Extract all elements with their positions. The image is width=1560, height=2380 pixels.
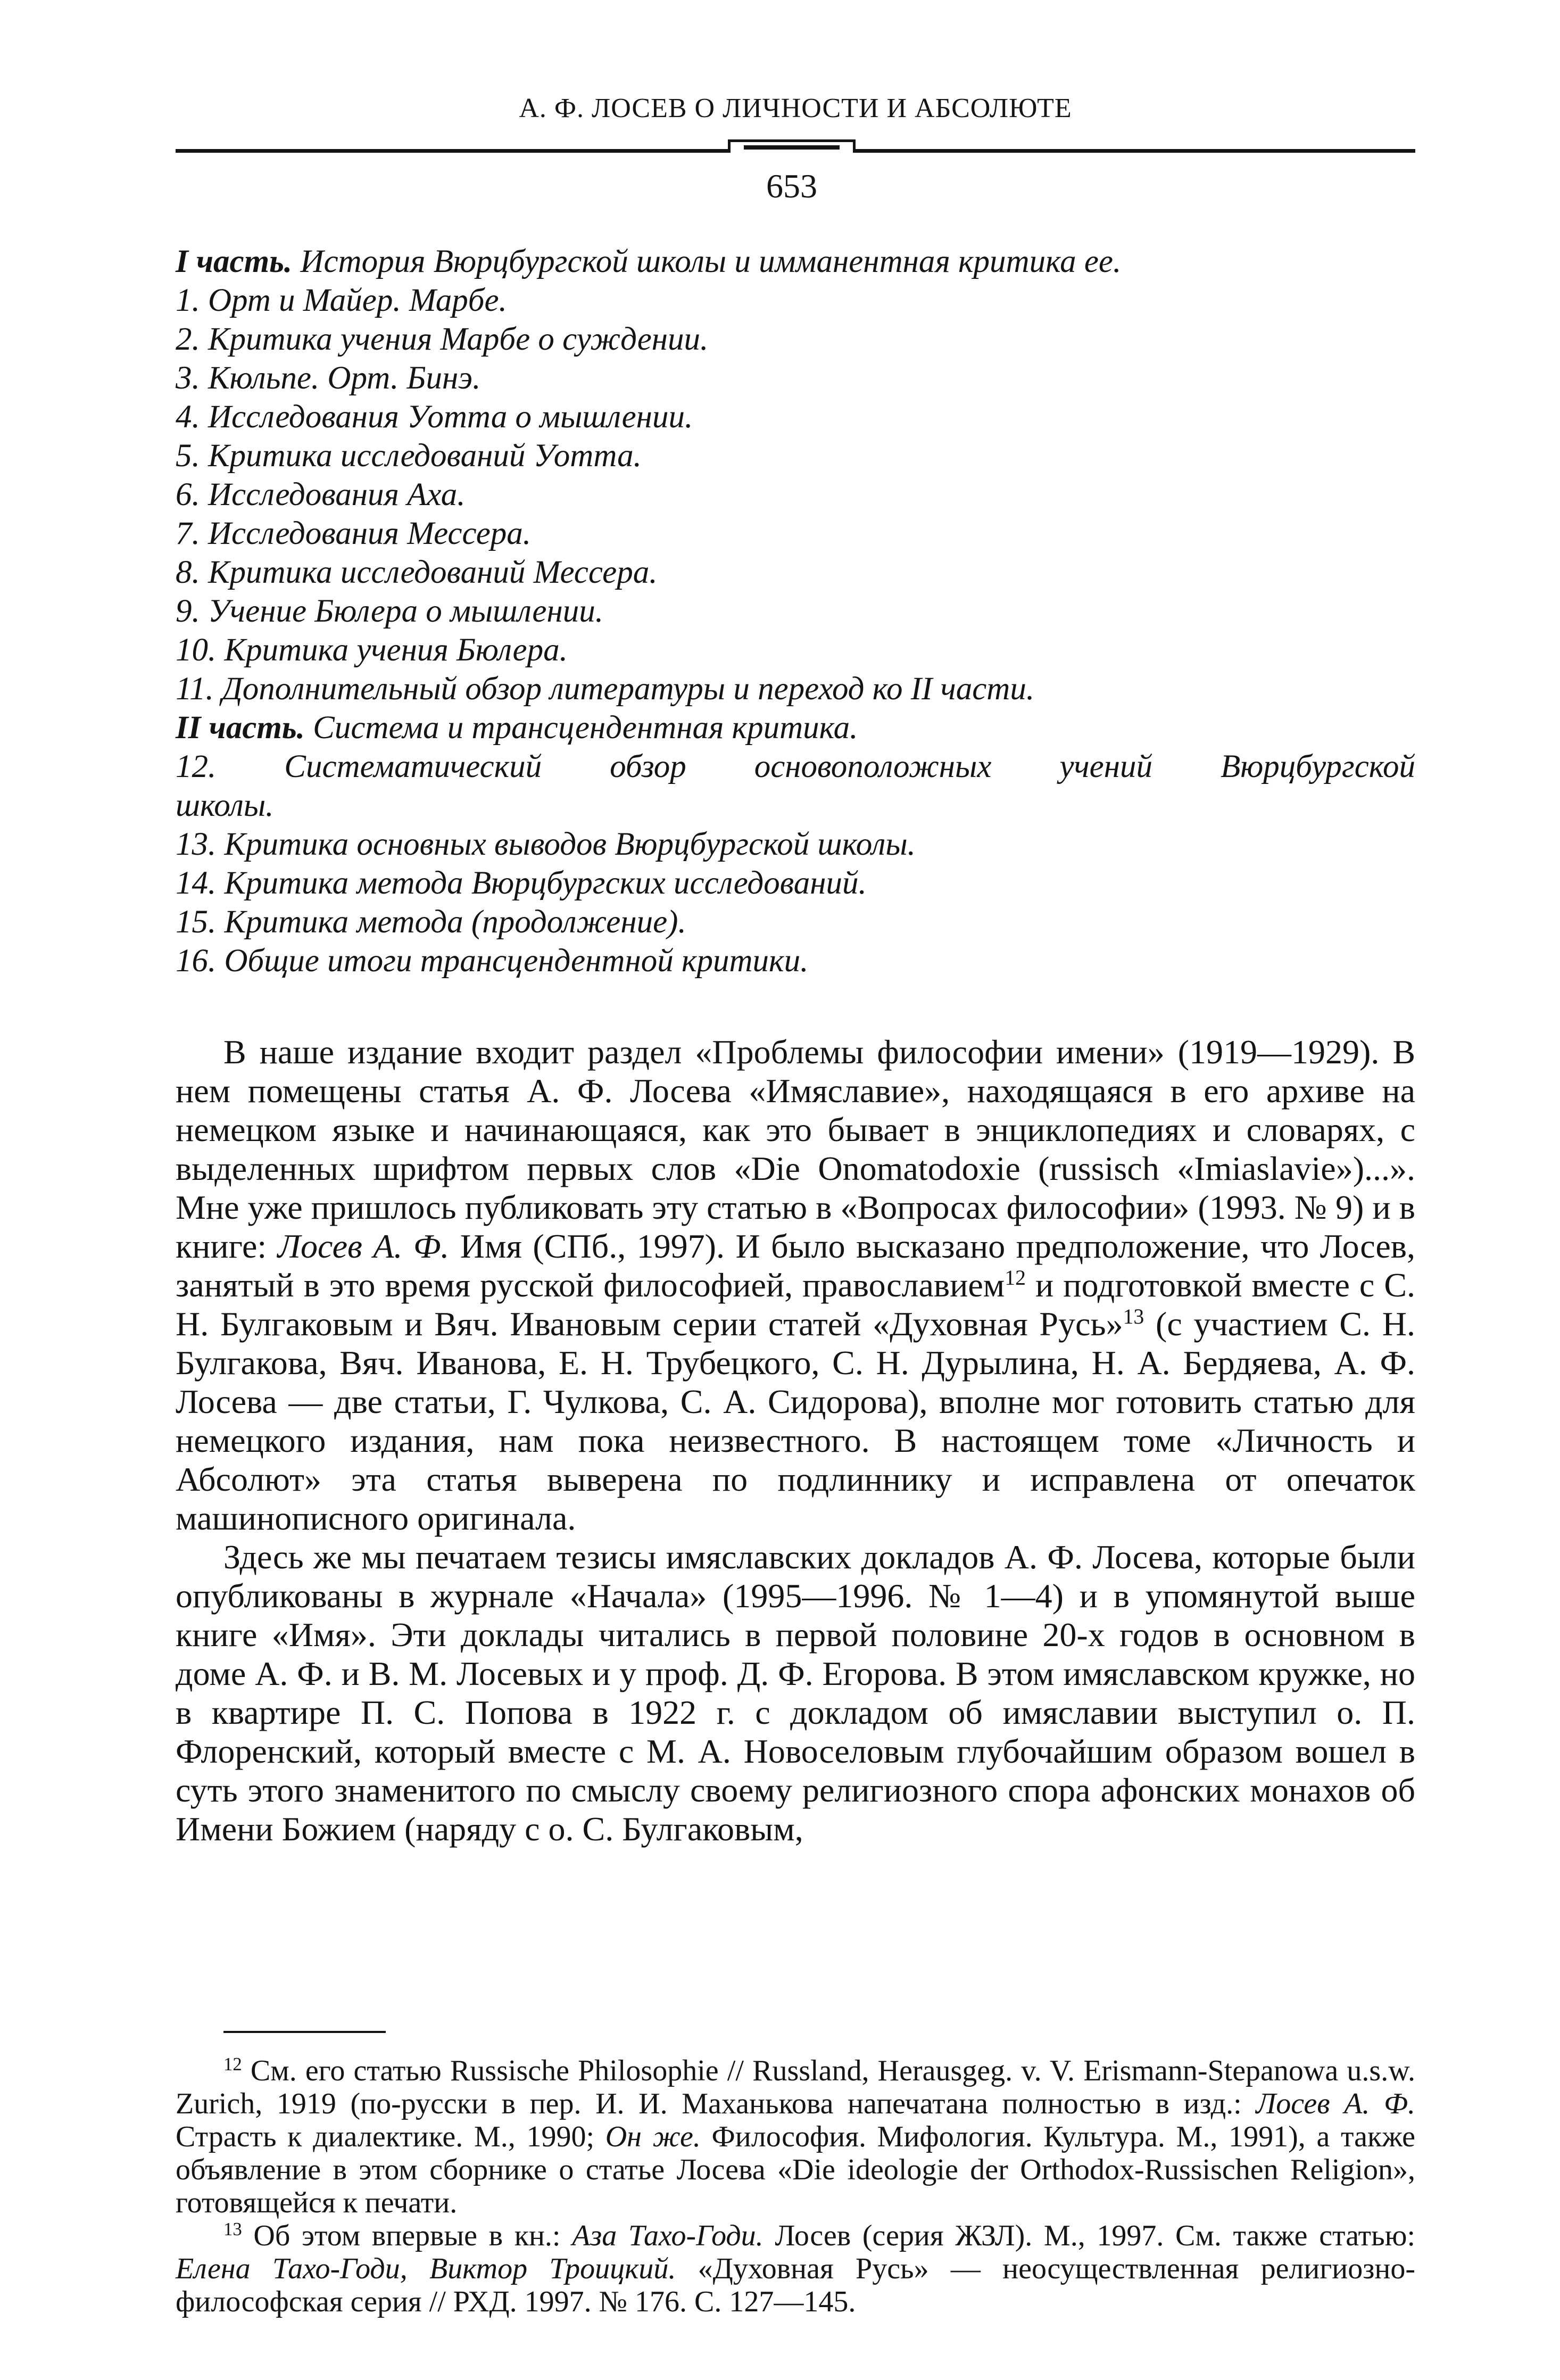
toc-part-2 [176,708,1415,747]
footnote-12: $^{12}$ См. его статью Russische Philosophie // Russland, Herausgeg. v. V. Erismann-Stepanowa u.s.w. Zurich, 1919 (по-русски в пер. И. И. Маханькова напечатана полностью в изд.: Лосев А. Ф. Страсть к диалектике. М., 1990; Он же. Философия. Мифология. Культура. М., 1991), а также объявление в этом сборнике о статье Лосева «Die ideologie der Orthodox-Russischen Religion», готовящейся к печати. [176,2053,1416,2219]
footnotes [176,2054,1415,2318]
footnote-rule [223,2031,386,2033]
toc-part-2-label: II часть. [176,710,305,746]
toc-item: 1. Орт и Майер. Марбе. [176,283,507,318]
footnote-number: 12 [223,2053,242,2075]
author-name: Лосев А. Ф. [277,1227,450,1265]
footnote-13: $^{13}$ Об этом впервые в кн.: Аза Тахо-Годи. Лосев (серия ЖЗЛ). М., 1997. См. также статью: Елена Тахо-Годи, Виктор Троицкий. «Духовная Русь» — неосуществленная религиозно-философская серия // РХД. 1997. № 176. С. 127—145. [176,2218,1416,2318]
toc-item-continuation: школы. [176,788,274,823]
toc-item: 9. Учение Бюлера о мышлении. [176,593,603,629]
toc-item: 6. Исследования Аха. [176,477,466,513]
paragraph: Здесь же мы печатаем тезисы имяславских докладов А. Ф. Лосева, которые были опубликованы в журнале «Начала» (1995—1996. № 1—4) и в упомянутой выше книге «Имя». Эти доклады читались в первой половине 20-х годов в основном в доме А. Ф. и В. М. Лосевых и у проф. Д. Ф. Егорова. В этом имяславском кружке, но в квартире П. С. Попова в 1922 г. с докладом об имяславии выступил о. П. Флоренский, который вместе с М. А. Новоселовым глубочайшим образом вошел в суть этого знаменитого по смыслу своему религиозного спора афонских монахов об Имени Божием (наряду с о. С. Булгаковым, [176,1538,1415,1848]
toc-item: 15. Критика метода (продолжение). [176,904,686,940]
toc-item: 7. Исследования Мессера. [176,516,532,551]
footnote-ref-12[interactable]: 12 [1005,1266,1026,1290]
toc-item: 5. Критика исследований Уотта. [176,438,642,474]
page-number: 653 [766,167,817,205]
toc-item: 2. Критика учения Марбе о суждении. [176,321,709,357]
footnote-ref-13[interactable]: 13 [1123,1305,1144,1329]
toc-item: 8. Критика исследований Мессера. [176,555,658,590]
toc-item: 13. Критика основных выводов Вюрцбургской школы. [176,827,916,862]
toc-item: 10. Критика учения Бюлера. [176,632,568,668]
toc-item: 14. Критика метода Вюрцбургских исследований. [176,865,867,901]
toc-item: 12. Систематический обзор основоположных учений Вюрцбургской [176,749,1415,784]
table-of-contents [176,242,1415,980]
toc-part-2-title: Система и трансцендентная критика. [313,710,858,746]
body-text [176,1032,1415,1848]
toc-item: 3. Кюльпе. Орт. Бинэ. [176,360,481,396]
running-head: А. Ф. ЛОСЕВ О ЛИЧНОСТИ И АБСОЛЮТЕ [519,93,1072,123]
footnote-number: 13 [223,2218,242,2239]
toc-part-1-label: I часть. [176,244,293,279]
toc-item: 4. Исследования Уотта о мышлении. [176,399,693,435]
paragraph: В наше издание входит раздел «Проблемы философии имени» (1919—1929). В нем помещены статья А. Ф. Лосева «Имяславие», находящаяся в его архиве на немецком языке и начинающаяся, как это бывает в энциклопедиях и словарях, с выделенных шрифтом первых слов «Die Onomatodoxie (russisch «Imiaslavie»)...». Мне уже пришлось публиковать эту статью в «Вопросах философии» (1993. № 9) и в книге: Лосев А. Ф. Имя (СПб., 1997). И было высказано предположение, что Лосев, занятый в это время русской философией, православием$^{12}$ и подготовкой вместе с С. Н. Булгаковым и Вяч. Ивановым серии статей «Духовная Русь»$^{13}$ (с участием С. Н. Булгакова, Вяч. Иванова, Е. Н. Трубецкого, С. Н. Дурылина, Н. А. Бердяева, А. Ф. Лосева — две статьи, Г. Чулкова, С. А. Сидорова), вполне мог готовить статью для немецкого издания, нам пока неизвестного. В настоящем томе «Личность и Абсолют» эта статья выверена по подлиннику и исправлена от опечаток машинописного оригинала. [176,1033,1416,1537]
toc-item: 11. Дополнительный обзор литературы и переход ко II части. [176,671,1035,707]
header-ornament [728,139,856,153]
toc-part-1 [176,242,1415,281]
toc-item: 16. Общие итоги трансцендентной критики. [176,943,809,979]
toc-part-1-title: История Вюрцбургской школы и имманентная критика ее. [300,244,1122,279]
